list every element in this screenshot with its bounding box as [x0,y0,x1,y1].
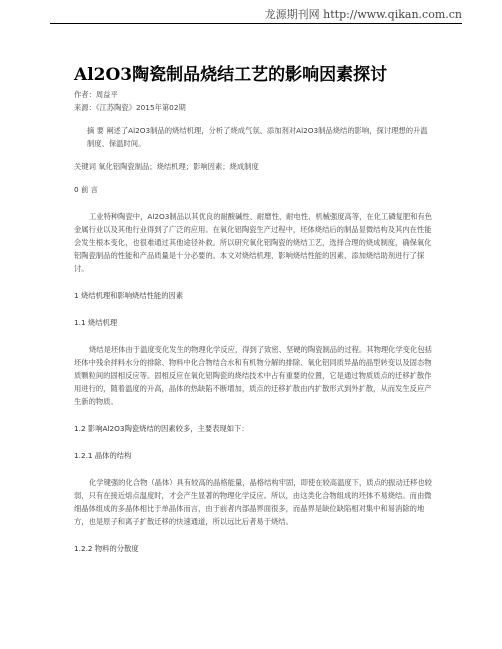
site-header-url[interactable]: 龙源期刊网 http://www.qikan.com.cn [264,8,462,21]
article-title: Al2O3陶瓷制品烧结工艺的影响因素探讨 [74,65,388,85]
section-heading-1-2-2: 1.2.2 物料的分散度 [74,544,139,553]
paragraph-sintering-mechanism: 烧结是坯体由于温度变化发生的物理化学反应，得到了致密、坚硬的陶瓷制品的过程。其物理化学变化包括坯体中残余拌料水分的排除、物料中化合物结合水和有机物分解的排除、氧化铝同质异晶的晶型转变以及固态物质颗粒间的固相反应等。固相反应在氧化铝陶瓷的烧结技术中占有重要的位置，它是通过物质质点的迁移扩散作用进行的，随着温度的升高，晶体的热缺陷不断增加，质点的迁移扩散由内扩散形式到外扩散，从而发生反应产生新的物质。 [74,345,432,406]
header-divider [50,23,462,24]
article-body [74,88,434,555]
section-heading-1-2: 1.2 影响Al2O3陶瓷烧结的因素较多，主要表现如下： [74,424,249,433]
paragraph-intro: 工业特种陶瓷中，Al2O3制品以其优良的耐酸碱性、耐磨性、耐电性、机械强度高等，在化工磷复肥和有色金属行业以及其他行业得到了广泛的应用。在氧化铝陶瓷生产过程中，坯体烧结后的制品显微结构及其内在性能会发生根本变化，也很难通过其他途径补救。所以研究氧化铝陶瓷的烧结工艺，选择合理的烧成制度，确保氧化铝陶瓷制品的性能和产品质量是十分必要的。本文对烧结机理、影响烧结性能的因素、添加烧结助剂进行了探讨。 [74,212,433,273]
paragraph-crystal-structure: 化学键强的化合物（晶体）具有较高的晶格能量，晶格结构牢固，即使在较高温度下，质点的振动迁移也较弱，只有在接近熔点温度时，才会产生显著的物理化学反应。所以，由这类化合物组成的坯体不易烧结。而由微细晶体组成的多晶体相比于单晶体而言，由于前者内部晶界面很多，而晶界是缺位缺陷相对集中和易消除的地方，也是原子和离子扩散迁移的快速通道，所以远比后者易于烧结。 [74,478,432,526]
article-keywords: 关键词 氧化铝陶瓷制品；烧结机理；影响因素；烧成制度 [74,162,259,171]
article-author: 作者：周益平 [74,90,118,99]
section-heading-1-1: 1.1 烧结机理 [74,318,118,327]
article-source: 来源：《江苏陶瓷》2015年第02期 [74,103,186,112]
article-abstract: 摘 要 阐述了Al2O3制品的烧结机理，分析了烧成气氛、添加剂对Al2O3制品烧结的影响，探讨理想的升温制度、保温时间。 [87,126,428,148]
section-heading-1: 1 烧结机理和影响烧结性能的因素 [74,291,184,300]
section-heading-1-2-1: 1.2.1 晶体的结构 [74,451,132,460]
section-heading-intro: 0 前 言 [74,185,98,194]
